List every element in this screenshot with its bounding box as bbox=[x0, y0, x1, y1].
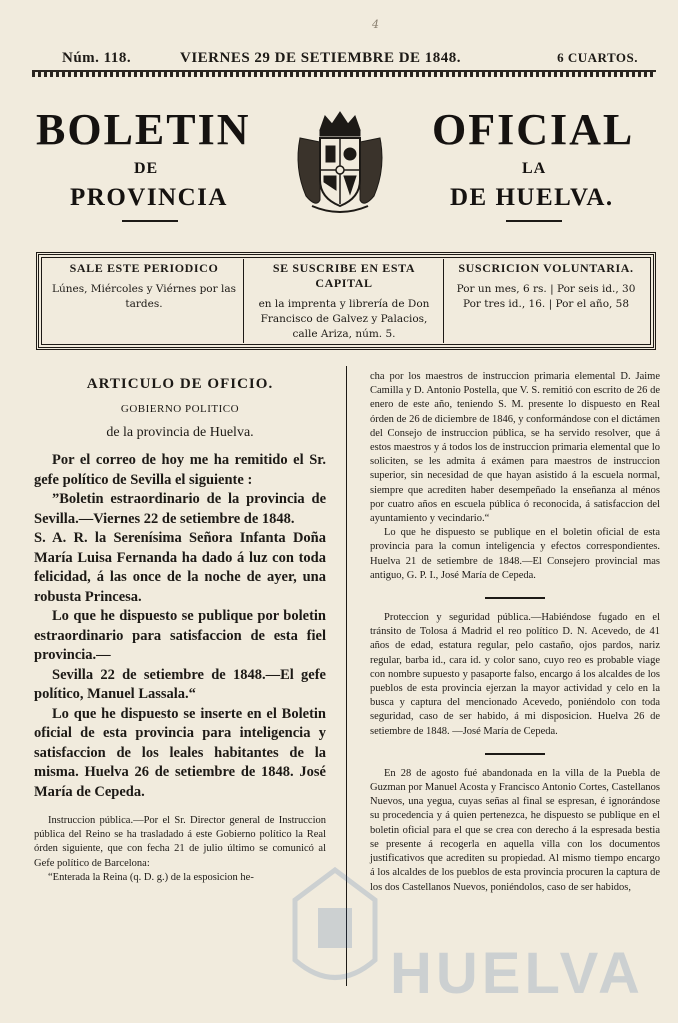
periodicity-heading: SALE ESTE PERIODICO bbox=[69, 261, 219, 275]
article-subheading: GOBIERNO POLITICO bbox=[120, 403, 240, 415]
subscribe-place-text: en la imprenta y librería de Don Francisco de Galvez y Palacios, calle Ariza, núm. 5. bbox=[258, 298, 430, 340]
paragraph: Lo que he dispuesto se publique en el boletin oficial de esta provincia para la comun inteligencia y efectos correspondientes. Huelva 21 de setiembre de 1848.—El Consejero provincial mas antiguo, G. P. I., José María de Cepeda. bbox=[370, 527, 660, 581]
article-heading: ARTICULO DE OFICIO. bbox=[86, 376, 274, 392]
paragraph: Instruccion pública.—Por el Sr. Director general de Instruccion pública del Reino se ha trasladado á este Gobierno político la Real órden siguiente, que con fecha 21 de julio último se comunicó al Gefe político de Barcelona: bbox=[34, 815, 326, 869]
title-underline-left bbox=[122, 220, 178, 222]
periodicity-text: Lúnes, Miércoles y Viérnes por las tardes. bbox=[52, 283, 236, 310]
subscription-box bbox=[36, 252, 656, 350]
column-divider bbox=[443, 259, 444, 343]
prices-column bbox=[447, 261, 645, 341]
title-la: LA bbox=[522, 160, 547, 177]
paragraph: S. A. R. la Serenísima Señora Infanta Doña María Luisa Fernanda ha dado á luz con toda felicidad, á las once de la noche de ayer, una robusta Princesa. bbox=[34, 530, 326, 605]
article-province: de la provincia de Huelva. bbox=[106, 425, 254, 440]
masthead bbox=[62, 50, 638, 68]
issue-date: VIERNES 29 DE SETIEMBRE DE 1848. bbox=[180, 50, 462, 66]
section-separator bbox=[485, 753, 545, 755]
paragraph: En 28 de agosto fué abandonada en la villa de la Puebla de Guzman por Manuel Acosta y Francisco Antonio Cortes, Castellanos Nuevos, una yegua, cuyas señas al final se espresan, é ignorándose su procedencia y á quien pertenezca, he dispuesto se publique en el boletin oficial para el que se crea con derecho á la espresada bestia se presente á recogerla en aquella villa con los documentos justificativos que acrediten su propiedad. Al mismo tiempo encargo á los alcaldes de los pueblos de esta provincia procuren la captura de los dos Castellanos Nuevos, poniéndolos, caso de ser habidos, bbox=[370, 767, 660, 893]
prices-line-2: Por tres id., 16. | Por el año, 58 bbox=[462, 298, 630, 310]
section-separator bbox=[485, 597, 545, 599]
periodicity-column bbox=[47, 261, 241, 341]
prices-line-1: Por un mes, 6 rs. | Por seis id., 30 bbox=[456, 283, 636, 295]
paragraph: Lo que he dispuesto se inserte en el Boletin oficial de esta provincia para inteligencia y satisfaccion de los leales habitantes de la misma. Huelva 26 de setiembre de 1848. José María de Cepeda. bbox=[34, 705, 326, 800]
issue-price: 6 CUARTOS. bbox=[557, 50, 638, 65]
archive-watermark bbox=[290, 880, 644, 1020]
paragraph: Lo que he dispuesto se publique por boletin estraordinario para satisfaccion de esta fiel provincia.— bbox=[34, 608, 326, 663]
paragraph: “Enterada la Reina (q. D. g.) de la esposicion he- bbox=[48, 871, 254, 883]
title-provincia: PROVINCIA bbox=[70, 184, 228, 211]
left-column bbox=[34, 370, 326, 885]
paragraph: Sevilla 22 de setiembre de 1848.—El gefe político, Manuel Lassala.“ bbox=[34, 666, 326, 702]
title-de-huelva: DE HUELVA. bbox=[450, 184, 614, 211]
watermark-emblem-icon bbox=[280, 860, 390, 1000]
paragraph: cha por los maestros de instruccion primaria elemental D. Jaime Camilla y D. Antonio Postella, que V. S. remitió con escrito de 26 de enero de este año, teniendo S. M. presente lo dispuesto en Real órden de 26 de diciembre de 1846, y conformándose con el dictámen del Consejo de instruccion pública, se ha servido resolver, que á estos maestros y á todos los de instruccion primaria elemental que lo soliciten, se les admita á exámen para maestros de instruccion superior, sin necesidad de que hayan asistido á la escuela normal, siempre que acrediten haber desempeñado la enseñanza al ménos por cuatro años en escuela pública ó reconocida, á satisfaccion del ayuntamiento y vecindario.“ bbox=[370, 371, 660, 525]
decorative-rule bbox=[32, 70, 656, 77]
title-boletin: BOLETIN bbox=[36, 105, 251, 154]
subscribe-place-column bbox=[247, 261, 441, 341]
paragraph: Por el correo de hoy me ha remitido el Sr. gefe político de Sevilla el siguiente : bbox=[34, 452, 326, 488]
title-underline-right bbox=[506, 220, 562, 222]
paragraph: Proteccion y seguridad pública.—Habiéndose fugado en el tránsito de Tolosa á Madrid el reo político D. N. Acevedo, de 41 años de edad, estatura regular, pelo castaño, ojos pardos, nariz regular, barba id., cara id. y color sano, cuyo reo es probable viage con nombre supuesto y pasaporte falso, encargo á los alcaldes de los pueblos de esta provincia ejerzan la mayor actividad y celo en la busca y captura del mencionado Acevedo, poniéndolo con toda seguridad, caso de ser habido, á mi disposicion. Huelva 26 de setiembre de 1848. —José María de Cepeda. bbox=[370, 612, 660, 737]
coat-of-arms-icon bbox=[290, 108, 390, 218]
subscribe-place-heading: SE SUSCRIBE EN ESTA CAPITAL bbox=[272, 261, 416, 290]
paragraph: ”Boletin estraordinario de la provincia de Sevilla.—Viernes 22 de setiembre de 1848. bbox=[34, 491, 326, 527]
watermark-text: HUELVA bbox=[390, 941, 644, 1006]
pencil-mark: 4 bbox=[372, 18, 379, 31]
column-divider bbox=[243, 259, 244, 343]
issue-number: Núm. 118. bbox=[62, 50, 132, 66]
right-column bbox=[370, 370, 660, 895]
title-de: DE bbox=[134, 160, 159, 177]
prices-heading: SUSCRICION VOLUNTARIA. bbox=[458, 261, 634, 275]
title-oficial: OFICIAL bbox=[432, 105, 635, 154]
